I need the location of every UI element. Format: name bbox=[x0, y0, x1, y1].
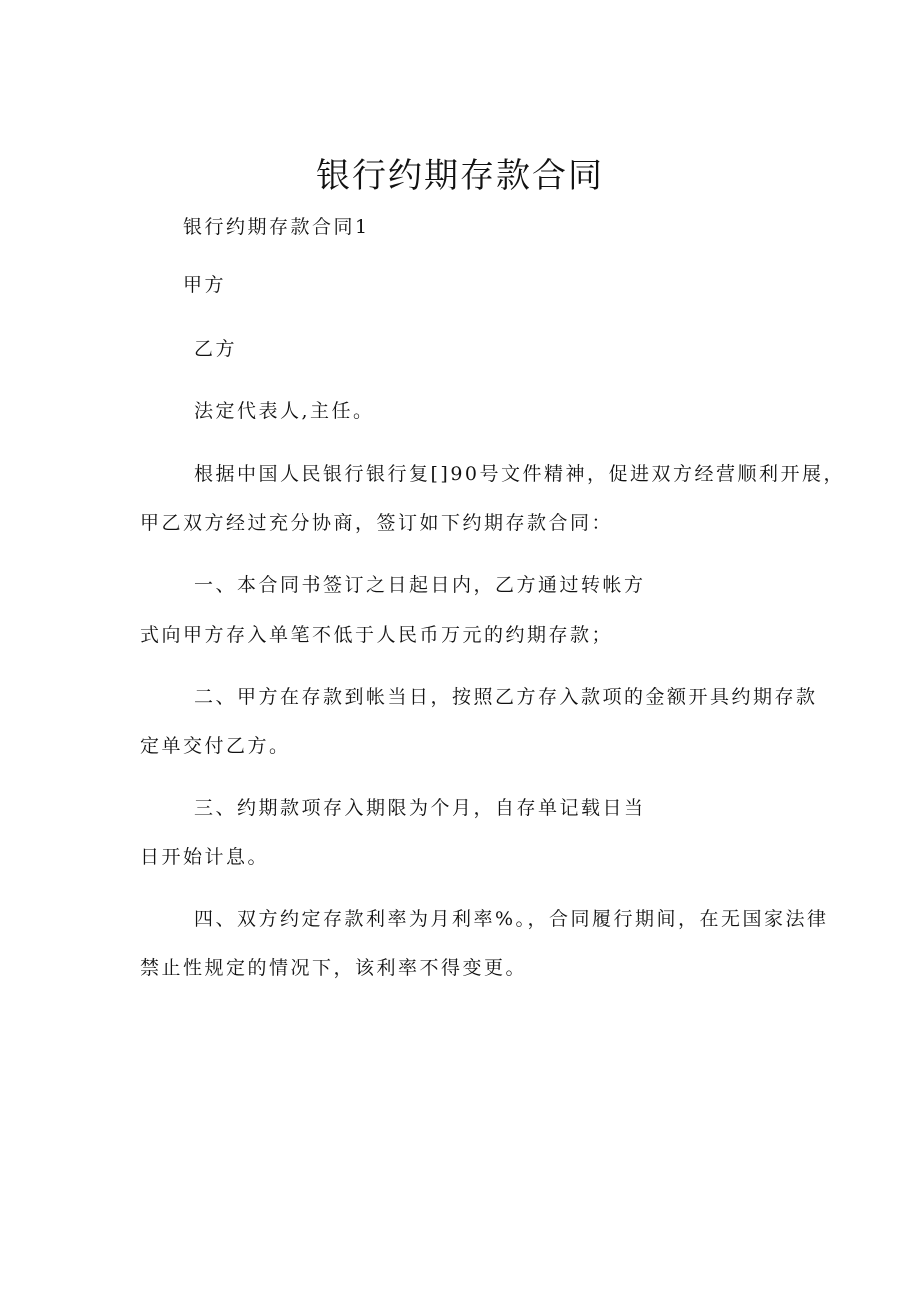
document-subtitle: 银行约期存款合同1 bbox=[183, 216, 370, 238]
clause-4-line-1: 四、双方约定存款利率为月利率%。，合同履行期间，在无国家法律 bbox=[194, 908, 829, 930]
clause-1-line-2: 式向甲方存入单笔不低于人民币万元的约期存款； bbox=[140, 624, 614, 646]
intro-paragraph-line-1: 根据中国人民银行银行复[]90号文件精神，促进双方经营顺利开展， bbox=[194, 463, 846, 485]
clause-1-line-1: 一、本合同书签订之日起日内，乙方通过转帐方 bbox=[194, 574, 646, 596]
clause-3-line-2: 日开始计息。 bbox=[140, 846, 270, 868]
clause-4-line-2: 禁止性规定的情况下，该利率不得变更。 bbox=[140, 957, 528, 979]
clause-2-line-2: 定单交付乙方。 bbox=[140, 735, 291, 757]
party-b-label: 乙方 bbox=[194, 338, 238, 360]
clause-3-line-1: 三、约期款项存入期限为个月，自存单记载日当 bbox=[194, 797, 646, 819]
intro-paragraph-line-2: 甲乙双方经过充分协商，签订如下约期存款合同： bbox=[140, 512, 614, 534]
party-a-label: 甲方 bbox=[183, 274, 227, 296]
legal-representative: 法定代表人,主任。 bbox=[194, 400, 375, 422]
document-title: 银行约期存款合同 bbox=[316, 156, 604, 196]
clause-2-line-1: 二、甲方在存款到帐当日，按照乙方存入款项的金额开具约期存款 bbox=[194, 686, 818, 708]
